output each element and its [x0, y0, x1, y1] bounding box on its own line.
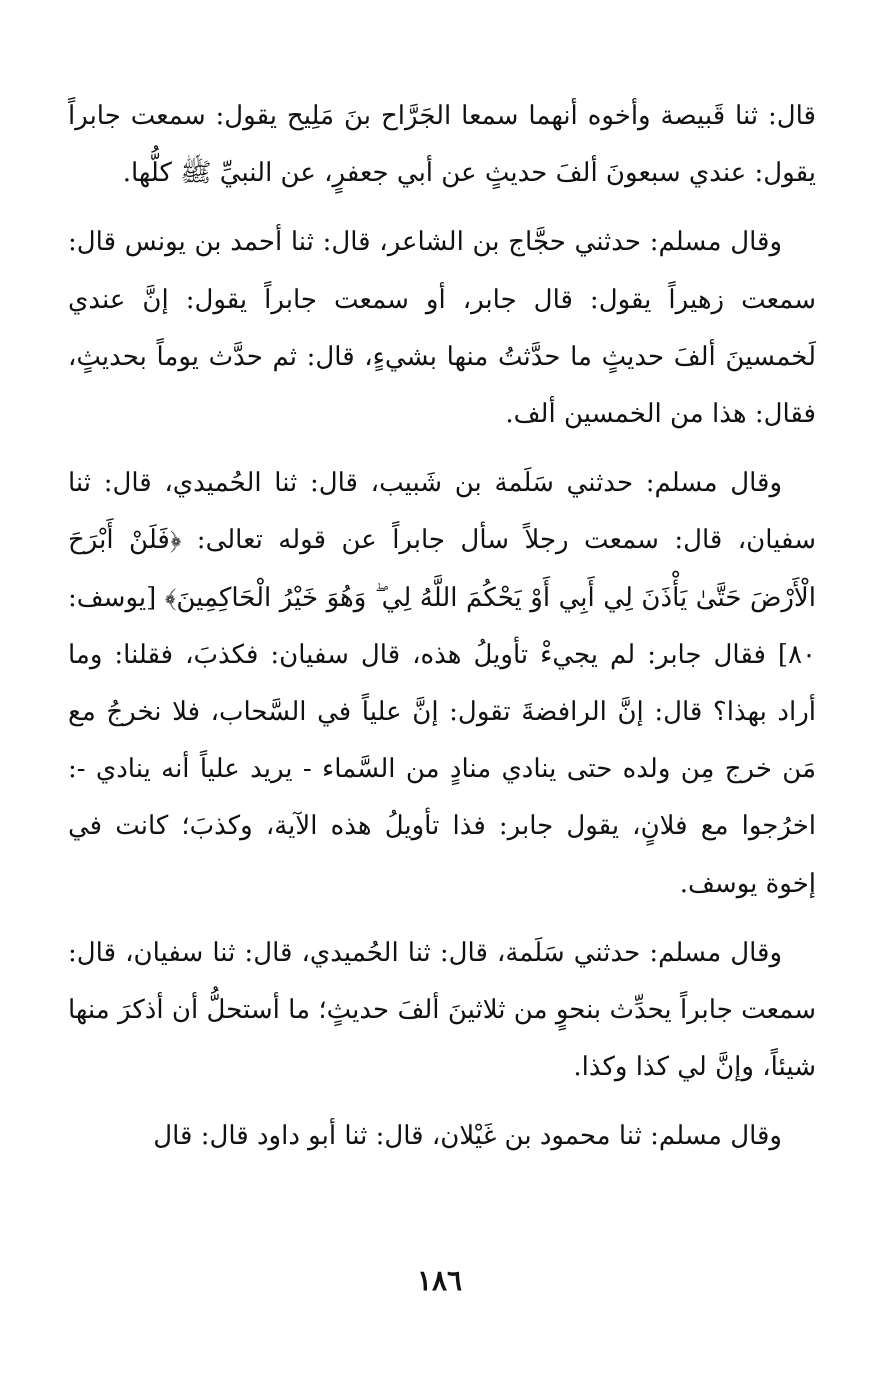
paragraph-2: وقال مسلم: حدثني حجَّاج بن الشاعر، قال: ثنا أحمد بن يونس قال: سمعت زهيراً يقول: قال جابر، أو سمعت جابراً يقول: إنَّ عندي لَخمسينَ ألفَ حديثٍ ما حدَّثتُ منها بشيءٍ، قال: ثم حدَّث يوماً بحديثٍ، فقال: هذا من الخمسين ألف. [68, 227, 816, 430]
page-number: ١٨٦ [416, 1264, 463, 1297]
paragraph-1: قال: ثنا قَبيصة وأخوه أنهما سمعا الجَرَّاح بنَ مَلِيح يقول: سمعت جابراً يقول: عندي سبعونَ ألفَ حديثٍ عن أبي جعفرٍ، عن النبيِّ ﷺ كلُّها. [68, 101, 816, 189]
main-text [68, 88, 816, 1178]
paragraph-4: وقال مسلم: حدثني سَلَمة، قال: ثنا الحُميدي، قال: ثنا سفيان، قال: سمعت جابراً يحدِّث بنحوٍ من ثلاثينَ ألفَ حديثٍ؛ ما أستحلُّ أن أذكرَ منها شيئاً، وإنَّ لي كذا وكذا. [68, 937, 816, 1083]
paragraph-3: وقال مسلم: حدثني سَلَمة بن شَبيب، قال: ثنا الحُميدي، قال: ثنا سفيان، قال: سمعت رجلاً سأل جابراً عن قوله تعالى: ﴿فَلَنْ أَبْرَحَ الْأَرْضَ حَتَّىٰ يَأْذَنَ لِي أَبِي أَوْ يَحْكُمَ اللَّهُ لِي ۖ وَهُوَ خَيْرُ الْحَاكِمِينَ﴾ [يوسف: ٨٠] فقال جابر: لم يجيءْ تأويلُ هذه، قال سفيان: فكذبَ، فقلنا: وما أراد بهذا؟ قال: إنَّ الرافضةَ تقول: إنَّ علياً في السَّحاب، فلا نخرجُ مع مَن خرج مِن ولده حتى ينادي منادٍ من السَّماء - يريد علياً أنه ينادي -: اخرُجوا مع فلانٍ، يقول جابر: فذا تأويلُ هذه الآية، وكذبَ؛ كانت في إخوة يوسف. [68, 468, 816, 899]
paragraph-5: وقال مسلم: ثنا محمود بن غَيْلان، قال: ثنا أبو داود قال: قال [153, 1121, 782, 1152]
